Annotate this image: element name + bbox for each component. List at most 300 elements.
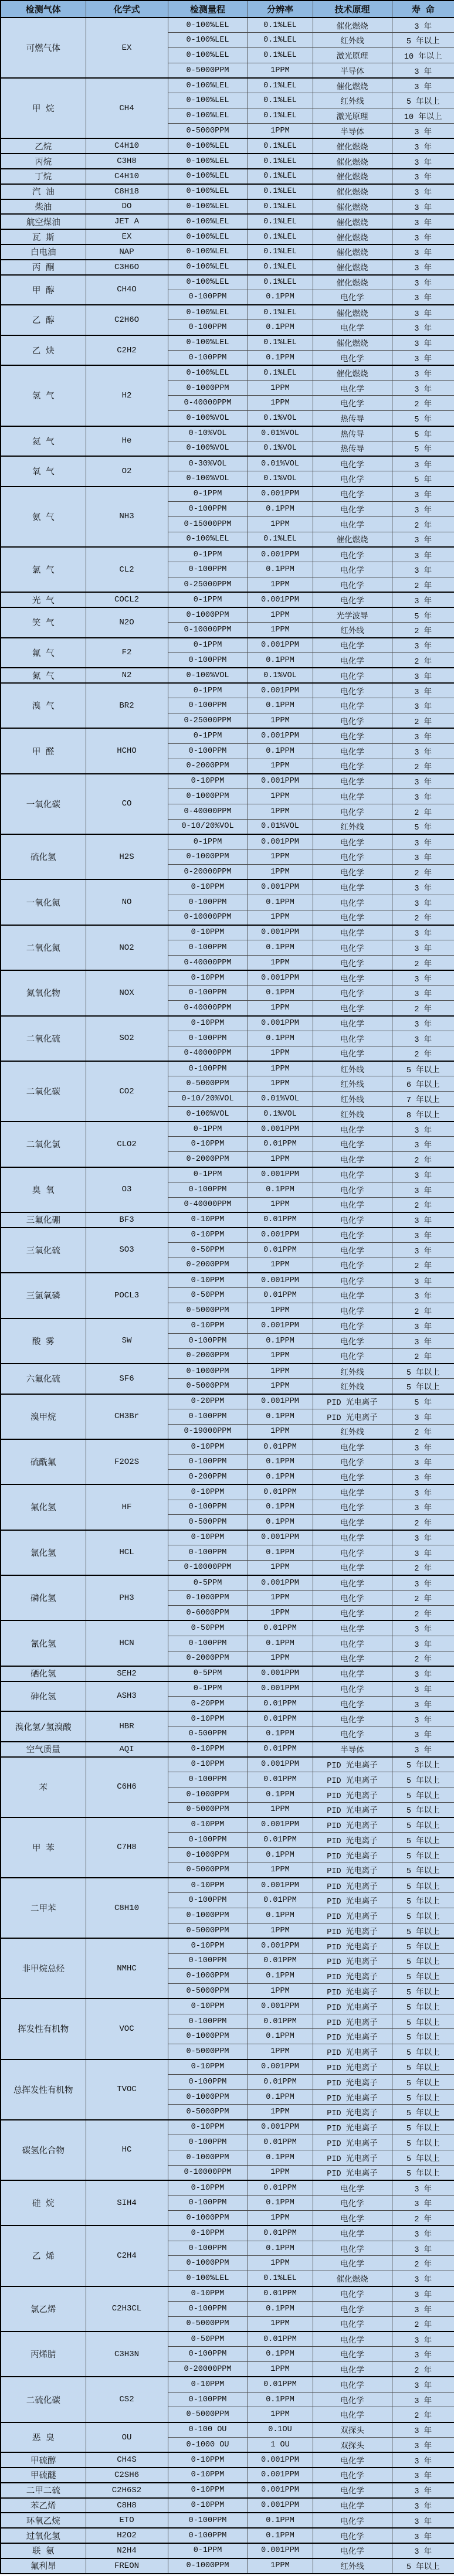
formula-cell: SO3 xyxy=(86,1228,168,1273)
range-cell: 0-100PPM xyxy=(168,2513,248,2528)
resolution-cell: 0.01PPM xyxy=(248,2332,313,2347)
resolution-cell: 1PPM xyxy=(248,789,313,804)
resolution-cell: 0.001PPM xyxy=(248,1167,313,1182)
range-cell: 0-2000PPM xyxy=(168,1258,248,1273)
gas-name-cell: 白电油 xyxy=(1,244,86,260)
range-cell: 0-100%LEL xyxy=(168,275,248,290)
lifespan-cell: 5 年以上 xyxy=(392,1878,454,1893)
resolution-cell: 0.01%VOL xyxy=(248,426,313,441)
resolution-cell: 0.001PPM xyxy=(248,1681,313,1697)
gas-name-cell: 三氧化硫 xyxy=(1,1228,86,1273)
resolution-cell: 0.01PPM xyxy=(248,1620,313,1636)
formula-cell: CO2 xyxy=(86,1061,168,1122)
resolution-cell: 0.1PPM xyxy=(248,1969,313,1984)
range-cell: 0-10PPM xyxy=(168,2452,248,2468)
principle-cell: 红外线 xyxy=(313,33,392,48)
principle-cell: 电化学 xyxy=(313,1666,392,1681)
resolution-cell: 0.001PPM xyxy=(248,1575,313,1591)
resolution-cell: 1PPM xyxy=(248,1863,313,1878)
resolution-cell: 1PPM xyxy=(248,804,313,819)
table-row xyxy=(1,1228,454,1243)
formula-cell: NO2 xyxy=(86,925,168,970)
resolution-cell: 0.1%LEL xyxy=(248,138,313,154)
resolution-cell: 0.001PPM xyxy=(248,925,313,940)
formula-cell: C8H8 xyxy=(86,2498,168,2513)
lifespan-cell: 3 年 xyxy=(392,2241,454,2256)
formula-cell: BR2 xyxy=(86,683,168,728)
range-cell: 0-5000PPM xyxy=(168,1802,248,1817)
table-row xyxy=(1,1061,454,1076)
resolution-cell: 0.01PPM xyxy=(248,1742,313,1757)
gas-name-cell: 氮氧化物 xyxy=(1,970,86,1015)
resolution-cell: 0.1%LEL xyxy=(248,48,313,63)
principle-cell: 电化学 xyxy=(313,1727,392,1742)
range-cell: 0-5000PPM xyxy=(168,2044,248,2060)
lifespan-cell: 2 年 xyxy=(392,1348,454,1364)
range-cell: 0-100PPM xyxy=(168,895,248,910)
formula-cell: F2O2S xyxy=(86,1439,168,1484)
range-cell: 0-1PPM xyxy=(168,683,248,698)
resolution-cell: 0.01%VOL xyxy=(248,1092,313,1107)
lifespan-cell: 3 年 xyxy=(392,879,454,895)
principle-cell: 电化学 xyxy=(313,2241,392,2256)
resolution-cell: 0.1%LEL xyxy=(248,214,313,229)
principle-cell: 电化学 xyxy=(313,2498,392,2513)
principle-cell: PID 光电离子 xyxy=(313,2089,392,2105)
range-cell: 0-100%LEL xyxy=(168,78,248,93)
range-cell: 0-20000PPM xyxy=(168,2362,248,2377)
range-cell: 0-100PPM xyxy=(168,1833,248,1848)
lifespan-cell: 2 年 xyxy=(392,865,454,880)
gas-name-cell: 六氟化硫 xyxy=(1,1364,86,1394)
principle-cell: 电化学 xyxy=(313,2256,392,2271)
principle-cell: PID 光电离子 xyxy=(313,1878,392,1893)
resolution-cell: 0.1PPM xyxy=(248,698,313,713)
range-cell: 0-1000PPM xyxy=(168,2256,248,2271)
formula-cell: SO2 xyxy=(86,1016,168,1061)
principle-cell: 红外线 xyxy=(313,1061,392,1076)
principle-cell: 电化学 xyxy=(313,516,392,532)
table-row xyxy=(1,1666,454,1681)
principle-cell: 红外线 xyxy=(313,2558,392,2574)
lifespan-cell: 5 年以上 xyxy=(392,2089,454,2105)
lifespan-cell: 5 年 xyxy=(392,819,454,834)
lifespan-cell: 2 年 xyxy=(392,2316,454,2332)
principle-cell: 红外线 xyxy=(313,1092,392,1107)
principle-cell: 电化学 xyxy=(313,1606,392,1621)
gas-name-cell: 氟利昂 xyxy=(1,2558,86,2574)
resolution-cell: 1PPM xyxy=(248,2044,313,2060)
principle-cell: 电化学 xyxy=(313,895,392,910)
lifespan-cell: 3 年 xyxy=(392,547,454,562)
range-cell: 0-1000PPM xyxy=(168,849,248,865)
lifespan-cell: 2 年 xyxy=(392,1197,454,1212)
resolution-cell: 0.1PPM xyxy=(248,1409,313,1424)
lifespan-cell: 5 年 xyxy=(392,1394,454,1409)
resolution-cell: 0.01PPM xyxy=(248,1772,313,1787)
lifespan-cell: 5 年以上 xyxy=(392,1757,454,1772)
range-cell: 0-10/20%VOL xyxy=(168,819,248,834)
principle-cell: 电化学 xyxy=(313,380,392,396)
table-row xyxy=(1,199,454,215)
principle-cell: 电化学 xyxy=(313,2332,392,2347)
formula-cell: C2H4 xyxy=(86,2225,168,2286)
table-row xyxy=(1,638,454,653)
lifespan-cell: 3 年 xyxy=(392,1484,454,1500)
range-cell: 0-19000PPM xyxy=(168,1424,248,1439)
formula-cell: C2H6S2 xyxy=(86,2483,168,2498)
range-cell: 0-10PPM xyxy=(168,1938,248,1953)
lifespan-cell: 5 年 xyxy=(392,426,454,441)
resolution-cell: 0.001PPM xyxy=(248,487,313,502)
principle-cell: 半导体 xyxy=(313,1742,392,1757)
gas-name-cell: 氦 气 xyxy=(1,426,86,457)
table-row xyxy=(1,154,454,169)
range-cell: 0-100PPM xyxy=(168,320,248,335)
formula-cell: C2H3CL xyxy=(86,2286,168,2332)
lifespan-cell: 3 年 xyxy=(392,940,454,956)
resolution-cell: 0.001PPM xyxy=(248,547,313,562)
range-cell: 0-5000PPM xyxy=(168,1076,248,1092)
lifespan-cell: 5 年以上 xyxy=(392,1863,454,1878)
gas-name-cell: 空气质量 xyxy=(1,1742,86,1757)
lifespan-cell: 3 年 xyxy=(392,1182,454,1197)
table-row xyxy=(1,1681,454,1697)
principle-cell: 电化学 xyxy=(313,774,392,789)
principle-cell: 电化学 xyxy=(313,698,392,713)
principle-cell: 电化学 xyxy=(313,653,392,668)
range-cell: 0-5000PPM xyxy=(168,2316,248,2332)
formula-cell: CS2 xyxy=(86,2377,168,2422)
principle-cell: 催化燃烧 xyxy=(313,305,392,320)
table-row xyxy=(1,1016,454,1031)
range-cell: 0-5000PPM xyxy=(168,1923,248,1938)
resolution-cell: 0.1PPM xyxy=(248,1545,313,1560)
table-row xyxy=(1,592,454,607)
range-cell: 0-100PPM xyxy=(168,290,248,305)
lifespan-cell: 3 年 xyxy=(392,2286,454,2302)
gas-name-cell: 溴化氢/氢溴酸 xyxy=(1,1711,86,1742)
resolution-cell: 0.1PPM xyxy=(248,2347,313,2362)
formula-cell: C3H3N xyxy=(86,2332,168,2377)
range-cell: 0-40000PPM xyxy=(168,1001,248,1016)
gas-name-cell: 可燃气体 xyxy=(1,18,86,78)
principle-cell: 电化学 xyxy=(313,1454,392,1470)
table-row xyxy=(1,2377,454,2392)
lifespan-cell: 3 年 xyxy=(392,199,454,215)
range-cell: 0-100%LEL xyxy=(168,108,248,124)
resolution-cell: 0.1PPM xyxy=(248,2241,313,2256)
lifespan-cell: 3 年 xyxy=(392,1470,454,1485)
gas-name-cell: 三氯氧磷 xyxy=(1,1273,86,1318)
resolution-cell: 0.1OU xyxy=(248,2422,313,2438)
resolution-cell: 0.1PPM xyxy=(248,351,313,366)
lifespan-cell: 3 年 xyxy=(392,985,454,1001)
principle-cell: 电化学 xyxy=(313,2347,392,2362)
table-header xyxy=(1,1,454,18)
resolution-cell: 0.1PPM xyxy=(248,1182,313,1197)
formula-cell: SEH2 xyxy=(86,1666,168,1681)
principle-cell: 电化学 xyxy=(313,502,392,517)
resolution-cell: 0.1PPM xyxy=(248,2196,313,2211)
resolution-cell: 0.01PPM xyxy=(248,1833,313,1848)
table-row xyxy=(1,728,454,743)
principle-cell: 电化学 xyxy=(313,2392,392,2407)
gas-name-cell: 甲 醛 xyxy=(1,728,86,773)
lifespan-cell: 3 年 xyxy=(392,124,454,139)
resolution-cell: 0.001PPM xyxy=(248,2498,313,2513)
principle-cell: 电化学 xyxy=(313,1696,392,1711)
range-cell: 0-1000PPM xyxy=(168,2089,248,2105)
formula-cell: AQI xyxy=(86,1742,168,1757)
principle-cell: 电化学 xyxy=(313,683,392,698)
lifespan-cell: 5 年 xyxy=(392,441,454,456)
principle-cell: 电化学 xyxy=(313,1031,392,1046)
principle-cell: 电化学 xyxy=(313,1137,392,1152)
principle-cell: 电化学 xyxy=(313,1333,392,1348)
range-cell: 0-100PPM xyxy=(168,1953,248,1969)
lifespan-cell: 2 年 xyxy=(392,955,454,970)
formula-cell: O2 xyxy=(86,456,168,487)
column-header-3: 分辨率 xyxy=(248,1,313,18)
range-cell: 0-100PPM xyxy=(168,1333,248,1348)
principle-cell: PID 光电离子 xyxy=(313,2044,392,2060)
resolution-cell: 0.1PPM xyxy=(248,562,313,577)
range-cell: 0-1PPM xyxy=(168,728,248,743)
lifespan-cell: 2 年 xyxy=(392,1591,454,1606)
table-row xyxy=(1,184,454,199)
range-cell: 0-2000PPM xyxy=(168,1152,248,1167)
gas-name-cell: 酸 雾 xyxy=(1,1318,86,1364)
principle-cell: 电化学 xyxy=(313,668,392,683)
principle-cell: 电化学 xyxy=(313,1258,392,1273)
resolution-cell: 1PPM xyxy=(248,1923,313,1938)
resolution-cell: 0.1%LEL xyxy=(248,78,313,93)
range-cell: 0-5000PPM xyxy=(168,1863,248,1878)
formula-cell: C6H6 xyxy=(86,1757,168,1817)
range-cell: 0-100PPM xyxy=(168,2528,248,2543)
range-cell: 0-10PPM xyxy=(168,1228,248,1243)
gas-name-cell: 硅 烷 xyxy=(1,2180,86,2225)
lifespan-cell: 3 年 xyxy=(392,1122,454,1137)
lifespan-cell: 2 年 xyxy=(392,2362,454,2377)
range-cell: 0-10PPM xyxy=(168,1742,248,1757)
lifespan-cell: 3 年 xyxy=(392,1333,454,1348)
formula-cell: HCN xyxy=(86,1620,168,1666)
lifespan-cell: 5 年 xyxy=(392,471,454,487)
range-cell: 0-100%LEL xyxy=(168,154,248,169)
resolution-cell: 0.001PPM xyxy=(248,1122,313,1137)
principle-cell: 电化学 xyxy=(313,1212,392,1228)
gas-name-cell: 丙烯腈 xyxy=(1,2332,86,2377)
range-cell: 0-100%LEL xyxy=(168,184,248,199)
resolution-cell: 0.1%LEL xyxy=(248,169,313,184)
principle-cell: 电化学 xyxy=(313,471,392,487)
table-row xyxy=(1,2528,454,2543)
range-cell: 0-100PPM xyxy=(168,1454,248,1470)
resolution-cell: 0.1PPM xyxy=(248,290,313,305)
resolution-cell: 0.1PPM xyxy=(248,2301,313,2316)
principle-cell: PID 光电离子 xyxy=(313,2135,392,2150)
resolution-cell: 0.01PPM xyxy=(248,1696,313,1711)
resolution-cell: 0.1PPM xyxy=(248,2513,313,2528)
principle-cell: 电化学 xyxy=(313,2377,392,2392)
resolution-cell: 0.1PPM xyxy=(248,1908,313,1923)
lifespan-cell: 3 年 xyxy=(392,1727,454,1742)
gas-name-cell: 甲 烷 xyxy=(1,78,86,138)
resolution-cell: 1PPM xyxy=(248,1197,313,1212)
table-row xyxy=(1,18,454,33)
resolution-cell: 1PPM xyxy=(248,1152,313,1167)
table-row xyxy=(1,774,454,789)
gas-name-cell: 航空煤油 xyxy=(1,214,86,229)
range-cell: 0-100PPM xyxy=(168,2196,248,2211)
table-row xyxy=(1,1273,454,1288)
table-row xyxy=(1,2558,454,2574)
principle-cell: PID 光电离子 xyxy=(313,1893,392,1908)
range-cell: 0-500PPM xyxy=(168,1515,248,1530)
principle-cell: PID 光电离子 xyxy=(313,1938,392,1953)
formula-cell: C4H10 xyxy=(86,169,168,184)
resolution-cell: 0.1PPM xyxy=(248,2150,313,2165)
table-row xyxy=(1,2452,454,2468)
lifespan-cell: 5 年以上 xyxy=(392,1787,454,1802)
formula-cell: POCL3 xyxy=(86,1273,168,1318)
lifespan-cell: 3 年 xyxy=(392,138,454,154)
formula-cell: FREON xyxy=(86,2558,168,2574)
lifespan-cell: 3 年 xyxy=(392,154,454,169)
principle-cell: 电化学 xyxy=(313,1152,392,1167)
resolution-cell: 1PPM xyxy=(248,2256,313,2271)
resolution-cell: 0.001PPM xyxy=(248,1016,313,1031)
principle-cell: 电化学 xyxy=(313,396,392,411)
resolution-cell: 1PPM xyxy=(248,1984,313,1999)
formula-cell: SF6 xyxy=(86,1364,168,1394)
resolution-cell: 0.01PPM xyxy=(248,1288,313,1303)
range-cell: 0-25000PPM xyxy=(168,713,248,729)
header-row xyxy=(1,1,454,18)
lifespan-cell: 3 年 xyxy=(392,320,454,335)
principle-cell: 电化学 xyxy=(313,1484,392,1500)
range-cell: 0-10PPM xyxy=(168,879,248,895)
resolution-cell: 1PPM xyxy=(248,1606,313,1621)
principle-cell: PID 光电离子 xyxy=(313,2074,392,2089)
resolution-cell: 0.01PPM xyxy=(248,1711,313,1727)
principle-cell: PID 光电离子 xyxy=(313,2165,392,2180)
lifespan-cell: 3 年 xyxy=(392,78,454,93)
resolution-cell: 0.1PPM xyxy=(248,1727,313,1742)
principle-cell: 电化学 xyxy=(313,1288,392,1303)
lifespan-cell: 5 年以上 xyxy=(392,1817,454,1833)
range-cell: 0-10000PPM xyxy=(168,2165,248,2180)
table-row xyxy=(1,2513,454,2528)
principle-cell: PID 光电离子 xyxy=(313,1984,392,1999)
range-cell: 0-1000PPM xyxy=(168,1591,248,1606)
range-cell: 0-10PPM xyxy=(168,1439,248,1454)
table-row xyxy=(1,138,454,154)
gas-name-cell: 恶 臭 xyxy=(1,2422,86,2453)
formula-cell: NH3 xyxy=(86,487,168,547)
range-cell: 0-10PPM xyxy=(168,2120,248,2135)
formula-cell: N2 xyxy=(86,668,168,683)
table-row xyxy=(1,1318,454,1334)
formula-cell: N2O xyxy=(86,607,168,638)
range-cell: 0-100%LEL xyxy=(168,532,248,547)
range-cell: 0-100PPM xyxy=(168,2392,248,2407)
range-cell: 0-40000PPM xyxy=(168,955,248,970)
resolution-cell: 0.1%VOL xyxy=(248,1106,313,1122)
lifespan-cell: 5 年以上 xyxy=(392,1908,454,1923)
lifespan-cell: 3 年 xyxy=(392,275,454,290)
range-cell: 0-100%VOL xyxy=(168,441,248,456)
column-header-2: 检测量程 xyxy=(168,1,248,18)
lifespan-cell: 3 年 xyxy=(392,502,454,517)
range-cell: 0-100%LEL xyxy=(168,48,248,63)
lifespan-cell: 3 年 xyxy=(392,728,454,743)
resolution-cell: 0.1%LEL xyxy=(248,154,313,169)
lifespan-cell: 5 年以上 xyxy=(392,1999,454,2014)
resolution-cell: 1PPM xyxy=(248,577,313,592)
principle-cell: 电化学 xyxy=(313,865,392,880)
principle-cell: 电化学 xyxy=(313,879,392,895)
principle-cell: 电化学 xyxy=(313,547,392,562)
range-cell: 0-1PPM xyxy=(168,547,248,562)
principle-cell: 电化学 xyxy=(313,1439,392,1454)
resolution-cell: 0.001PPM xyxy=(248,879,313,895)
lifespan-cell: 3 年 xyxy=(392,1031,454,1046)
lifespan-cell: 5 年以上 xyxy=(392,2120,454,2135)
principle-cell: 电化学 xyxy=(313,804,392,819)
lifespan-cell: 3 年 xyxy=(392,2422,454,2438)
table-row xyxy=(1,1167,454,1182)
principle-cell: 电化学 xyxy=(313,940,392,956)
principle-cell: 激光原理 xyxy=(313,108,392,124)
principle-cell: 电化学 xyxy=(313,925,392,940)
table-row xyxy=(1,1122,454,1137)
range-cell: 0-100%LEL xyxy=(168,33,248,48)
lifespan-cell: 3 年 xyxy=(392,562,454,577)
resolution-cell: 1PPM xyxy=(248,1364,313,1379)
resolution-cell: 1PPM xyxy=(248,1303,313,1318)
table-row xyxy=(1,365,454,380)
lifespan-cell: 2 年 xyxy=(392,653,454,668)
formula-cell: SIH4 xyxy=(86,2180,168,2225)
lifespan-cell: 5 年以上 xyxy=(392,2558,454,2574)
range-cell: 0-100PPM xyxy=(168,1893,248,1908)
principle-cell: 电化学 xyxy=(313,562,392,577)
table-row xyxy=(1,834,454,849)
range-cell: 0-20PPM xyxy=(168,1696,248,1711)
lifespan-cell: 3 年 xyxy=(392,2438,454,2453)
principle-cell: 激光原理 xyxy=(313,48,392,63)
resolution-cell: 1PPM xyxy=(248,1258,313,1273)
range-cell: 0-30%VOL xyxy=(168,456,248,471)
resolution-cell: 1PPM xyxy=(248,910,313,925)
principle-cell: 电化学 xyxy=(313,789,392,804)
resolution-cell: 0.1PPM xyxy=(248,1515,313,1530)
lifespan-cell: 3 年 xyxy=(392,743,454,759)
resolution-cell: 1PPM xyxy=(248,63,313,78)
resolution-cell: 0.1%LEL xyxy=(248,275,313,290)
table-row xyxy=(1,1878,454,1893)
resolution-cell: 1PPM xyxy=(248,2211,313,2226)
gas-name-cell: 氧 气 xyxy=(1,456,86,487)
resolution-cell: 0.001PPM xyxy=(248,2120,313,2135)
resolution-cell: 0.1PPM xyxy=(248,1454,313,1470)
lifespan-cell: 3 年 xyxy=(392,18,454,33)
lifespan-cell: 5 年以上 xyxy=(392,1953,454,1969)
resolution-cell: 0.001PPM xyxy=(248,1394,313,1409)
